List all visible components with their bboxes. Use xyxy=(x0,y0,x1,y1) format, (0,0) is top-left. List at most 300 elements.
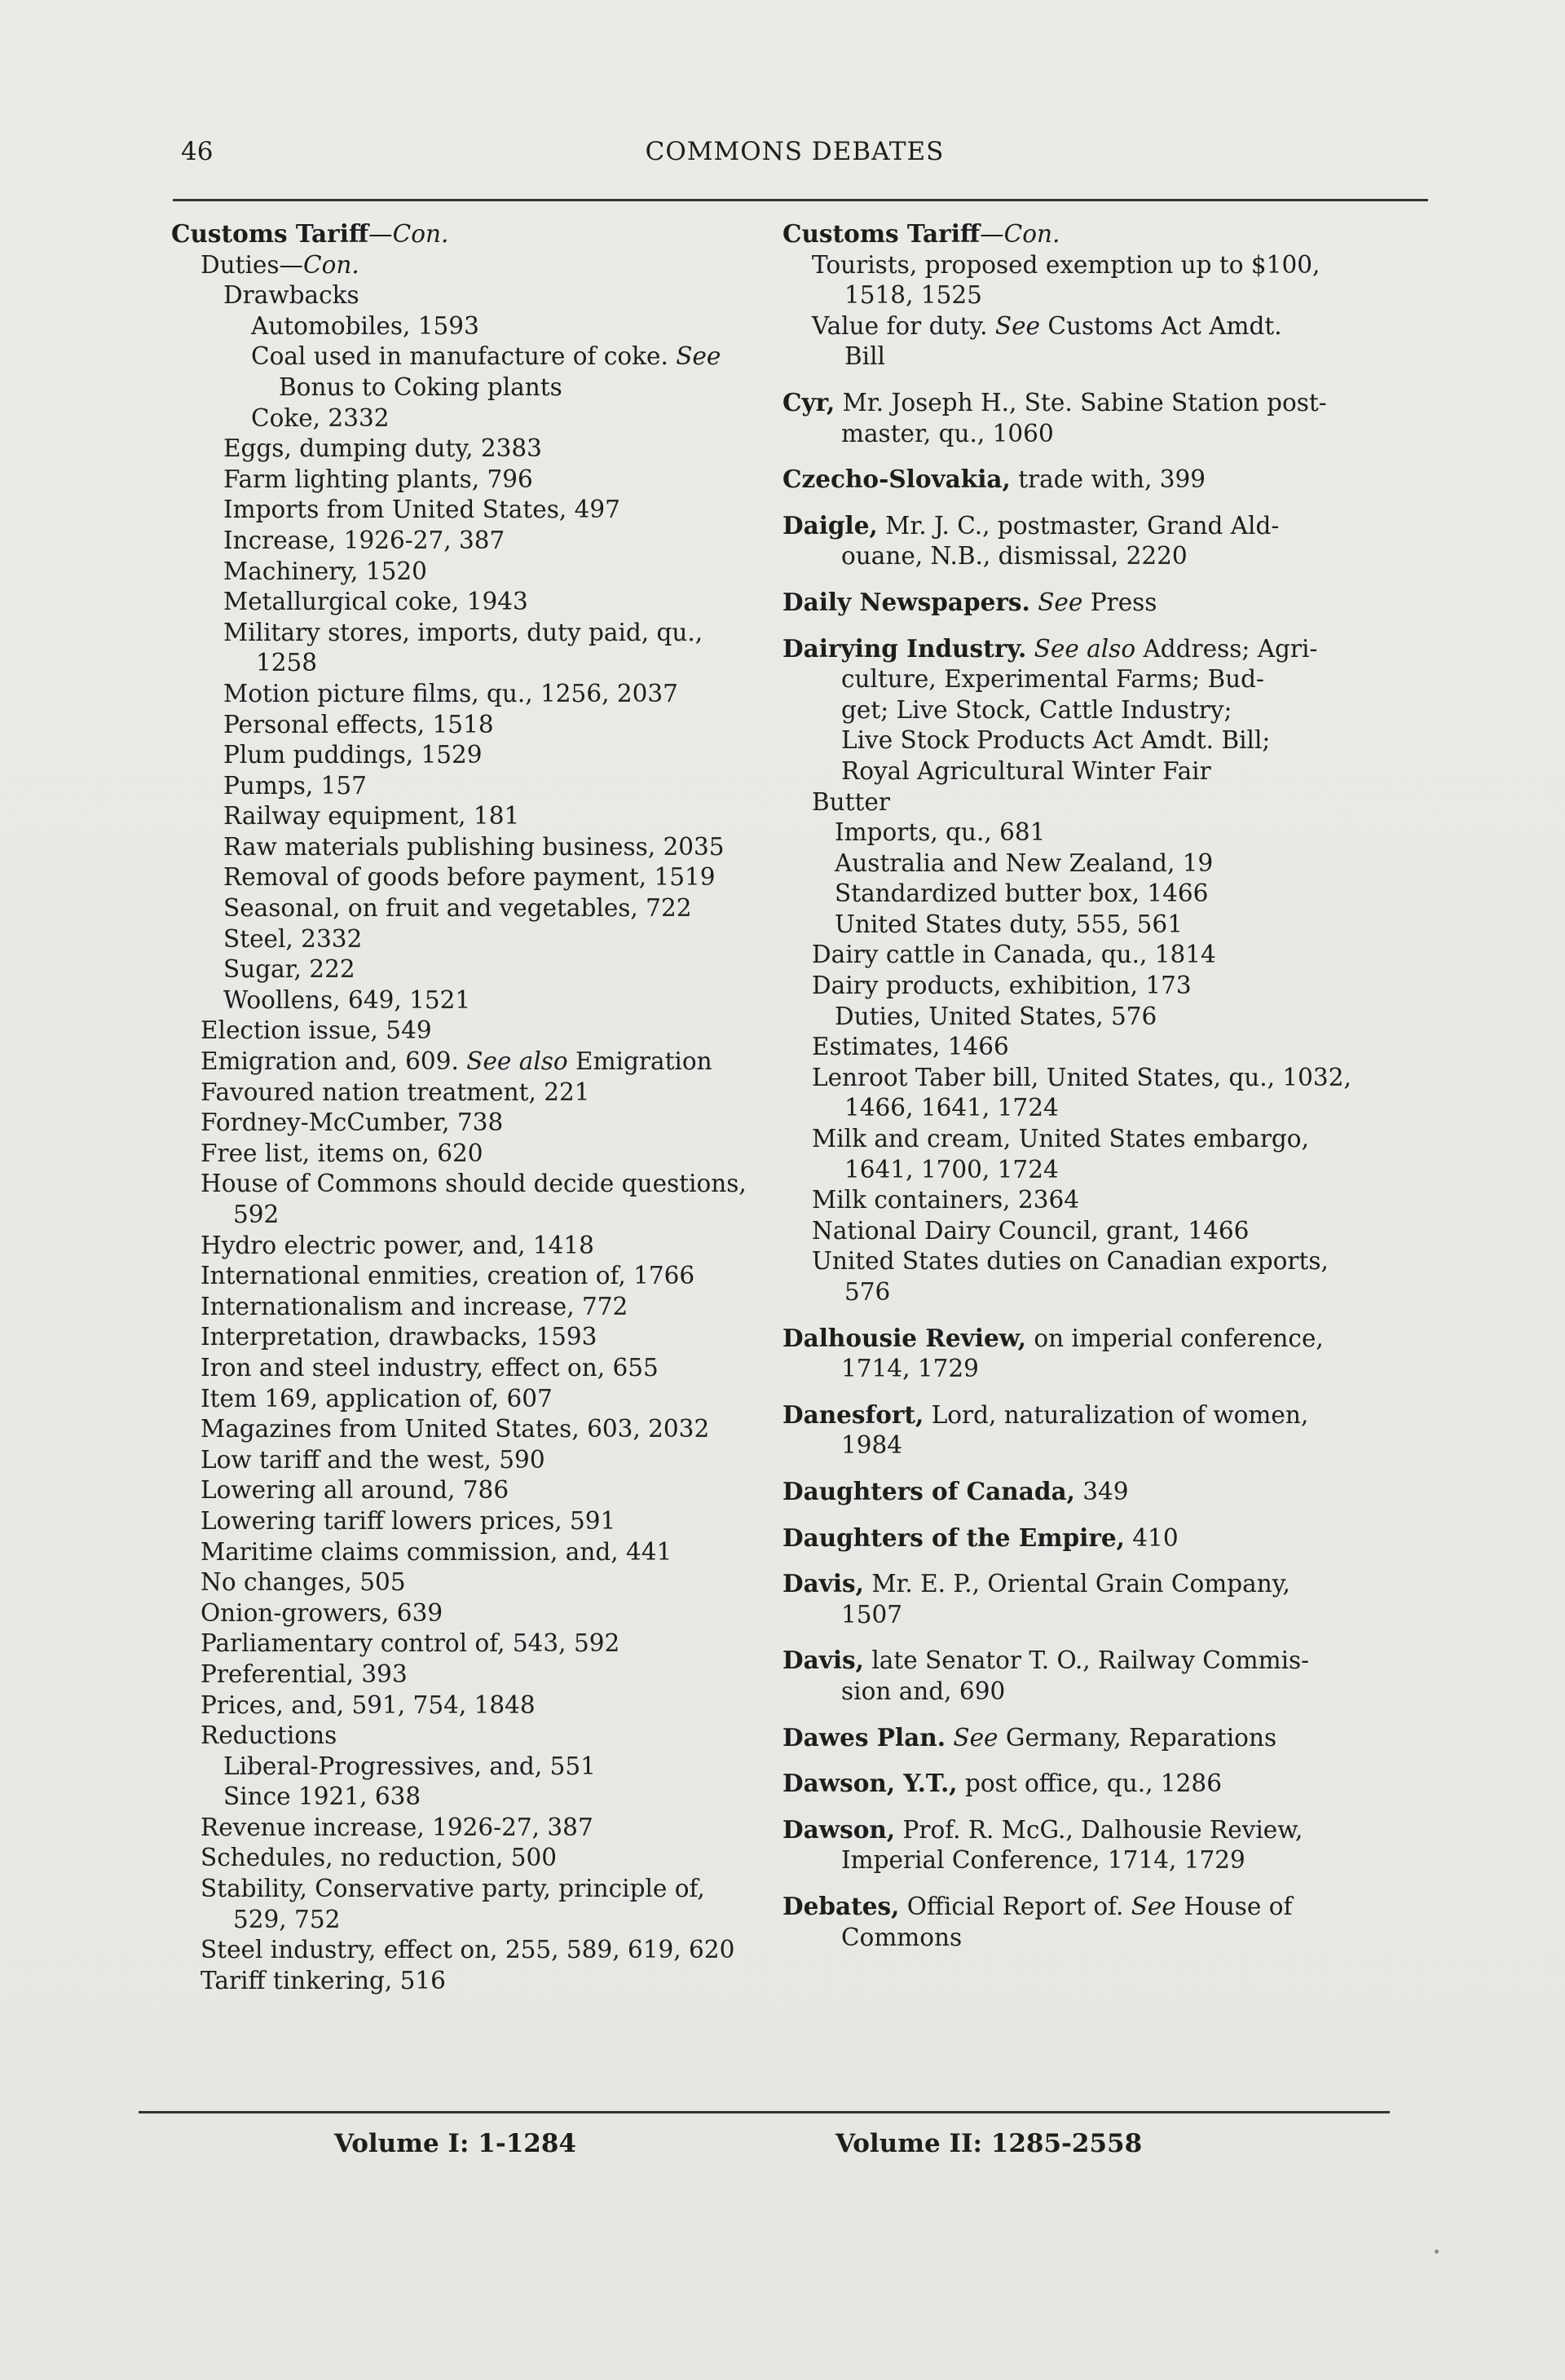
entry-line xyxy=(223,1782,774,1813)
entry-line xyxy=(201,1475,774,1506)
left-entry xyxy=(171,1231,774,1262)
entry-continuation: 592 xyxy=(233,1201,280,1228)
entry-line xyxy=(201,1414,774,1445)
entry-continuation: 1518, 1525 xyxy=(844,281,982,310)
entry-line xyxy=(201,1598,774,1629)
footer-rule xyxy=(139,2111,1390,2113)
entry-text: Press xyxy=(1082,588,1157,616)
right-entry xyxy=(782,1124,1435,1185)
entry-text: Plum puddings, 1529 xyxy=(223,741,483,769)
entry-line xyxy=(201,1384,774,1415)
entry-gap xyxy=(782,619,1435,633)
entry-text: Australia and New Zealand, 19 xyxy=(835,848,1214,877)
entry-line xyxy=(201,1445,774,1476)
left-entry xyxy=(171,1567,774,1598)
entry-line xyxy=(251,342,774,372)
left-entry xyxy=(171,1752,774,1783)
right-entry xyxy=(782,879,1435,910)
entry-line xyxy=(782,218,1435,250)
entry-continuation: 1984 xyxy=(841,1431,903,1460)
index-column-right xyxy=(782,218,1435,1953)
entry-text: National Dairy Council, grant, 1466 xyxy=(812,1216,1250,1245)
entry-continuation: 529, 752 xyxy=(233,1905,341,1933)
left-entry xyxy=(171,1078,774,1108)
left-entry xyxy=(171,954,774,985)
header-rule xyxy=(173,199,1428,201)
entry-italic: See xyxy=(676,342,721,371)
entry-line xyxy=(223,771,774,802)
entry-line xyxy=(782,464,1435,496)
entry-text: Imports, qu., 681 xyxy=(835,818,1046,847)
entry-continuation: 1641, 1700, 1724 xyxy=(844,1155,1059,1183)
entry-line xyxy=(223,801,774,832)
entry-line xyxy=(782,1399,1435,1431)
entry-text: Customs Act Amdt. xyxy=(1040,311,1282,340)
left-entry xyxy=(171,1874,774,1935)
entry-text: Farm lighting plants, 796 xyxy=(223,465,533,493)
entry-line xyxy=(782,1476,1435,1508)
entry-text: Mr. J. C., postmaster, Grand Ald- xyxy=(877,511,1280,540)
left-entry xyxy=(171,1414,774,1445)
entry-text xyxy=(946,1724,953,1752)
entry-text xyxy=(1026,635,1034,663)
left-entry xyxy=(171,832,774,863)
entry-line xyxy=(812,1063,1435,1094)
entry-heading: Customs Tariff xyxy=(171,219,369,248)
entry-heading: Daughters of the Empire, xyxy=(782,1523,1125,1552)
left-entry xyxy=(171,1843,774,1874)
entry-text: Liberal-Progressives, and, 551 xyxy=(223,1752,596,1780)
entry-line xyxy=(201,1874,774,1905)
entry-text: Steel industry, effect on, 255, 589, 619, 620 xyxy=(201,1936,735,1964)
right-entry xyxy=(782,311,1435,372)
entry-gap xyxy=(782,1800,1435,1814)
entry-text: Since 1921, 638 xyxy=(223,1783,421,1811)
entry-italic: See xyxy=(994,311,1040,340)
entry-text xyxy=(1030,588,1038,616)
entry-italic: See also xyxy=(466,1047,568,1076)
entry-line xyxy=(201,1078,774,1108)
left-entry xyxy=(171,1108,774,1139)
entry-gap xyxy=(782,1308,1435,1323)
entry-text: Iron and steel industry, effect on, 655 xyxy=(201,1353,659,1382)
entry-heading: Customs Tariff xyxy=(782,219,981,248)
entry-text: Milk and cream, United States embargo, xyxy=(812,1125,1309,1153)
entry-gap xyxy=(782,372,1435,387)
entry-line xyxy=(223,924,774,955)
entry-line xyxy=(223,710,774,741)
entry-text: Election issue, 549 xyxy=(201,1016,432,1045)
entry-text: Tourists, proposed exemption up to $100, xyxy=(812,250,1320,279)
left-entry xyxy=(171,1782,774,1813)
right-entry xyxy=(782,1216,1435,1247)
left-entry xyxy=(171,740,774,771)
entry-italic: Con. xyxy=(303,250,359,279)
entry-gap xyxy=(782,1630,1435,1645)
entry-text: Raw materials publishing business, 2035 xyxy=(223,832,725,861)
entry-line xyxy=(812,940,1435,971)
left-entry xyxy=(171,250,774,281)
entry-line xyxy=(201,1047,774,1078)
entry-line xyxy=(201,1108,774,1139)
entry-text: Schedules, no reduction, 500 xyxy=(201,1844,558,1872)
right-entry xyxy=(782,1568,1435,1630)
entry-text: Magazines from United States, 603, 2032 xyxy=(201,1415,710,1443)
entry-text: Metallurgical coke, 1943 xyxy=(223,588,528,616)
entry-line xyxy=(223,679,774,710)
left-entry xyxy=(171,1139,774,1170)
entry-text: House of xyxy=(1175,1892,1293,1920)
entry-heading: Cyr, xyxy=(782,387,835,416)
entry-text: on imperial conference, xyxy=(1026,1324,1324,1352)
entry-italic: See xyxy=(1038,588,1083,616)
entry-heading: Dawes Plan. xyxy=(782,1722,946,1752)
right-entry xyxy=(782,1323,1435,1385)
right-entry xyxy=(782,510,1435,572)
entry-gap xyxy=(782,1753,1435,1768)
right-entry xyxy=(782,940,1435,971)
entry-continuation: Royal Agricultural Winter Fair xyxy=(841,756,1211,785)
right-entry xyxy=(782,818,1435,848)
entry-continuation: Bill xyxy=(844,342,885,371)
entry-line xyxy=(223,832,774,863)
left-entry xyxy=(171,587,774,618)
entry-italic: Con. xyxy=(1003,220,1060,248)
left-entry xyxy=(171,1935,774,1966)
left-entry xyxy=(171,893,774,924)
entry-text: Interpretation, drawbacks, 1593 xyxy=(201,1323,597,1351)
entry-line xyxy=(812,311,1435,342)
entry-text: Emigration and, 609. xyxy=(201,1047,467,1076)
entry-line xyxy=(835,848,1435,879)
entry-line xyxy=(223,280,774,311)
entry-continuation: 1258 xyxy=(256,649,318,677)
entry-text: — xyxy=(368,220,393,248)
entry-line xyxy=(782,1523,1435,1554)
entry-continuation: 576 xyxy=(844,1278,891,1306)
entry-text: No changes, 505 xyxy=(201,1568,406,1597)
entry-line xyxy=(812,1185,1435,1216)
entry-text: Dairy products, exhibition, 173 xyxy=(812,972,1192,1000)
entry-heading: Danesfort, xyxy=(782,1399,924,1429)
entry-text: Address; Agri- xyxy=(1135,634,1318,663)
entry-heading: Dawson, Y.T., xyxy=(782,1769,958,1798)
right-entry xyxy=(782,1891,1435,1953)
left-entry xyxy=(171,557,774,588)
right-entry xyxy=(782,1002,1435,1033)
entry-line xyxy=(782,633,1435,665)
entry-text: Favoured nation treatment, 221 xyxy=(201,1078,590,1106)
page-number: 46 xyxy=(181,137,214,166)
left-entry xyxy=(171,218,774,250)
entry-heading: Czecho-Slovakia, xyxy=(782,465,1011,494)
entry-line xyxy=(251,403,774,434)
entry-line xyxy=(201,1567,774,1598)
entry-line xyxy=(223,587,774,618)
right-entry xyxy=(782,1246,1435,1307)
entry-continuation: 1714, 1729 xyxy=(841,1355,979,1383)
entry-text: Prof. R. McG., Dalhousie Review, xyxy=(895,1815,1303,1844)
right-entry xyxy=(782,1523,1435,1554)
entry-gap xyxy=(782,1385,1435,1399)
entry-italic: See also xyxy=(1034,634,1136,663)
entry-italic: Con. xyxy=(392,220,449,248)
left-entry xyxy=(171,1445,774,1476)
left-entry xyxy=(171,679,774,710)
entry-text: Drawbacks xyxy=(223,281,359,310)
entry-continuation: get; Live Stock, Cattle Industry; xyxy=(841,695,1232,724)
entry-text: Mr. Joseph H., Ste. Sabine Station post- xyxy=(835,388,1327,416)
entry-line xyxy=(812,1032,1435,1063)
left-entry xyxy=(171,985,774,1016)
right-entry xyxy=(782,787,1435,818)
left-entry xyxy=(171,1598,774,1629)
entry-gap xyxy=(782,1554,1435,1568)
entry-text: Low tariff and the west, 590 xyxy=(201,1445,545,1474)
left-entry xyxy=(171,1966,774,1997)
page-header xyxy=(163,137,1426,178)
entry-text: House of Commons should decide questions, xyxy=(201,1170,747,1198)
right-entry xyxy=(782,1185,1435,1216)
entry-line xyxy=(201,1935,774,1966)
entry-line xyxy=(223,465,774,496)
speck xyxy=(1435,2250,1439,2254)
entry-text: Eggs, dumping duty, 2383 xyxy=(223,434,542,463)
entry-text: Value for duty. xyxy=(812,311,995,340)
entry-text: Military stores, imports, duty paid, qu., xyxy=(223,618,703,646)
entry-text: Duties, United States, 576 xyxy=(835,1002,1157,1030)
entry-text: Reductions xyxy=(201,1721,337,1750)
entry-heading: Daigle, xyxy=(782,510,878,540)
right-entry xyxy=(782,1768,1435,1800)
left-entry xyxy=(171,862,774,893)
entry-gap xyxy=(782,1508,1435,1523)
left-entry xyxy=(171,1475,774,1506)
entry-text: Free list, items on, 620 xyxy=(201,1139,483,1167)
entry-line xyxy=(223,557,774,588)
entry-line xyxy=(812,1216,1435,1247)
entry-continuation: Bonus to Coking plants xyxy=(279,372,562,401)
right-entry xyxy=(782,218,1435,250)
entry-text: trade with, 399 xyxy=(1010,465,1206,494)
entry-line xyxy=(201,1353,774,1384)
entry-text: Item 169, application of, 607 xyxy=(201,1384,553,1413)
entry-line xyxy=(201,1843,774,1874)
entry-text: Maritime claims commission, and, 441 xyxy=(201,1537,672,1566)
entry-line xyxy=(223,893,774,924)
entry-line xyxy=(812,1246,1435,1277)
entry-text: Duties— xyxy=(201,250,304,279)
entry-text: Railway equipment, 181 xyxy=(223,802,520,831)
left-entry xyxy=(171,1506,774,1537)
entry-text: United States duty, 555, 561 xyxy=(835,910,1183,938)
entry-continuation: 1507 xyxy=(841,1600,903,1629)
entry-heading: Daily Newspapers. xyxy=(782,587,1030,616)
left-entry xyxy=(171,1690,774,1721)
entry-line xyxy=(835,910,1435,941)
left-entry xyxy=(171,1169,774,1230)
entry-continuation: ouane, N.B., dismissal, 2220 xyxy=(841,542,1188,571)
left-entry xyxy=(171,342,774,403)
left-entry xyxy=(171,1659,774,1690)
left-entry xyxy=(171,1353,774,1384)
footer-volume-2: Volume II: 1285-2558 xyxy=(835,2129,1143,2158)
entry-text: Official Report of. xyxy=(899,1892,1131,1920)
entry-line xyxy=(812,1124,1435,1155)
entry-line xyxy=(251,311,774,342)
entry-line xyxy=(201,1966,774,1997)
entry-heading: Debates, xyxy=(782,1891,900,1920)
entry-text: Lord, naturalization of women, xyxy=(924,1400,1309,1429)
entry-text: late Senator T. O., Railway Commis- xyxy=(863,1646,1310,1675)
left-entry xyxy=(171,1629,774,1659)
entry-text: Stability, Conservative party, principle of, xyxy=(201,1875,705,1903)
entry-text: International enmities, creation of, 1766 xyxy=(201,1262,695,1290)
entry-text: Revenue increase, 1926-27, 387 xyxy=(201,1813,593,1841)
entry-line xyxy=(835,1002,1435,1033)
left-entry xyxy=(171,280,774,311)
right-entry xyxy=(782,633,1435,787)
entry-italic: See xyxy=(953,1723,999,1752)
left-entry xyxy=(171,403,774,434)
entry-line xyxy=(223,740,774,771)
entry-continuation: sion and, 690 xyxy=(841,1677,1006,1705)
entry-line xyxy=(782,510,1435,542)
index-column-left xyxy=(171,218,774,1996)
entry-text: Emigration xyxy=(567,1047,712,1076)
footer-volume-1: Volume I: 1-1284 xyxy=(334,2129,576,2158)
entry-line xyxy=(782,1645,1435,1677)
entry-heading: Daughters of Canada, xyxy=(782,1476,1075,1505)
entry-line xyxy=(782,587,1435,619)
entry-text: United States duties on Canadian exports, xyxy=(812,1247,1329,1276)
entry-line xyxy=(782,1768,1435,1800)
entry-text: Personal effects, 1518 xyxy=(223,710,494,738)
entry-text: Machinery, 1520 xyxy=(223,557,427,585)
entry-line xyxy=(782,1814,1435,1846)
entry-text: Prices, and, 591, 754, 1848 xyxy=(201,1690,536,1719)
entry-text: Germany, Reparations xyxy=(998,1723,1277,1752)
entry-text: Milk containers, 2364 xyxy=(812,1186,1080,1214)
entry-line xyxy=(223,862,774,893)
right-entry xyxy=(782,250,1435,311)
entry-gap xyxy=(782,1461,1435,1476)
running-head: COMMONS DEBATES xyxy=(645,137,945,166)
entry-text: Lowering tariff lowers prices, 591 xyxy=(201,1506,616,1535)
entry-line xyxy=(223,954,774,985)
left-entry xyxy=(171,465,774,496)
right-entry xyxy=(782,910,1435,941)
right-entry xyxy=(782,1063,1435,1124)
right-entry xyxy=(782,1032,1435,1063)
left-entry xyxy=(171,526,774,557)
left-entry xyxy=(171,924,774,955)
entry-text: Motion picture films, qu., 1256, 2037 xyxy=(223,679,678,707)
entry-continuation: Commons xyxy=(841,1923,963,1951)
entry-gap xyxy=(782,449,1435,464)
entry-line xyxy=(782,1323,1435,1355)
entry-heading: Davis, xyxy=(782,1569,864,1598)
left-entry xyxy=(171,1322,774,1353)
entry-line xyxy=(223,985,774,1016)
right-entry xyxy=(782,1645,1435,1707)
entry-line xyxy=(201,1721,774,1752)
left-entry xyxy=(171,1047,774,1078)
right-entry xyxy=(782,387,1435,449)
entry-line xyxy=(782,387,1435,419)
entry-line xyxy=(782,1891,1435,1923)
entry-line xyxy=(201,1506,774,1537)
entry-text: 410 xyxy=(1124,1523,1179,1552)
entry-text: Coke, 2332 xyxy=(251,403,390,432)
entry-line xyxy=(171,218,774,250)
entry-line xyxy=(835,879,1435,910)
entry-text: Lenroot Taber bill, United States, qu., 1032, xyxy=(812,1063,1351,1091)
left-entry xyxy=(171,1384,774,1415)
entry-text: Butter xyxy=(812,787,890,816)
entry-line xyxy=(223,434,774,465)
entry-heading: Davis, xyxy=(782,1646,864,1675)
entry-line xyxy=(812,787,1435,818)
entry-line xyxy=(201,1169,774,1200)
entry-line xyxy=(201,1139,774,1170)
entry-text: Hydro electric power, and, 1418 xyxy=(201,1231,594,1259)
entry-text: Steel, 2332 xyxy=(223,924,363,953)
entry-heading: Dalhousie Review, xyxy=(782,1323,1026,1352)
entry-text: Woollens, 649, 1521 xyxy=(223,985,471,1014)
entry-text: Pumps, 157 xyxy=(223,771,367,800)
left-entry xyxy=(171,1016,774,1047)
left-entry xyxy=(171,1261,774,1292)
left-entry xyxy=(171,311,774,342)
entry-text: Internationalism and increase, 772 xyxy=(201,1292,628,1320)
entry-line xyxy=(201,1659,774,1690)
entry-line xyxy=(201,1629,774,1659)
entry-line xyxy=(201,1813,774,1844)
entry-text: Seasonal, on fruit and vegetables, 722 xyxy=(223,894,692,923)
entry-line xyxy=(201,1690,774,1721)
entry-line xyxy=(223,618,774,649)
entry-italic: See xyxy=(1131,1892,1176,1920)
entry-line xyxy=(782,1722,1435,1754)
entry-heading: Dawson, xyxy=(782,1814,896,1844)
entry-line xyxy=(223,526,774,557)
entry-line xyxy=(201,1292,774,1323)
entry-text: 349 xyxy=(1074,1477,1129,1505)
left-entry xyxy=(171,1813,774,1844)
entry-line xyxy=(223,1752,774,1783)
entry-text: Parliamentary control of, 543, 592 xyxy=(201,1629,620,1658)
entry-text: Tariff tinkering, 516 xyxy=(201,1966,446,1994)
entry-gap xyxy=(782,1876,1435,1891)
entry-continuation: culture, Experimental Farms; Bud- xyxy=(841,665,1264,694)
entry-text: Estimates, 1466 xyxy=(812,1033,1009,1061)
entry-line xyxy=(782,1568,1435,1600)
entry-text: Automobiles, 1593 xyxy=(251,311,479,340)
left-entry xyxy=(171,1292,774,1323)
left-entry xyxy=(171,618,774,679)
entry-text: Standardized butter box, 1466 xyxy=(835,879,1209,908)
right-entry xyxy=(782,587,1435,619)
right-entry xyxy=(782,1476,1435,1508)
left-entry xyxy=(171,710,774,741)
entry-gap xyxy=(782,496,1435,510)
entry-line xyxy=(835,818,1435,848)
entry-line xyxy=(201,1322,774,1353)
entry-line xyxy=(201,250,774,281)
entry-text: Preferential, 393 xyxy=(201,1659,408,1688)
left-entry xyxy=(171,1537,774,1568)
